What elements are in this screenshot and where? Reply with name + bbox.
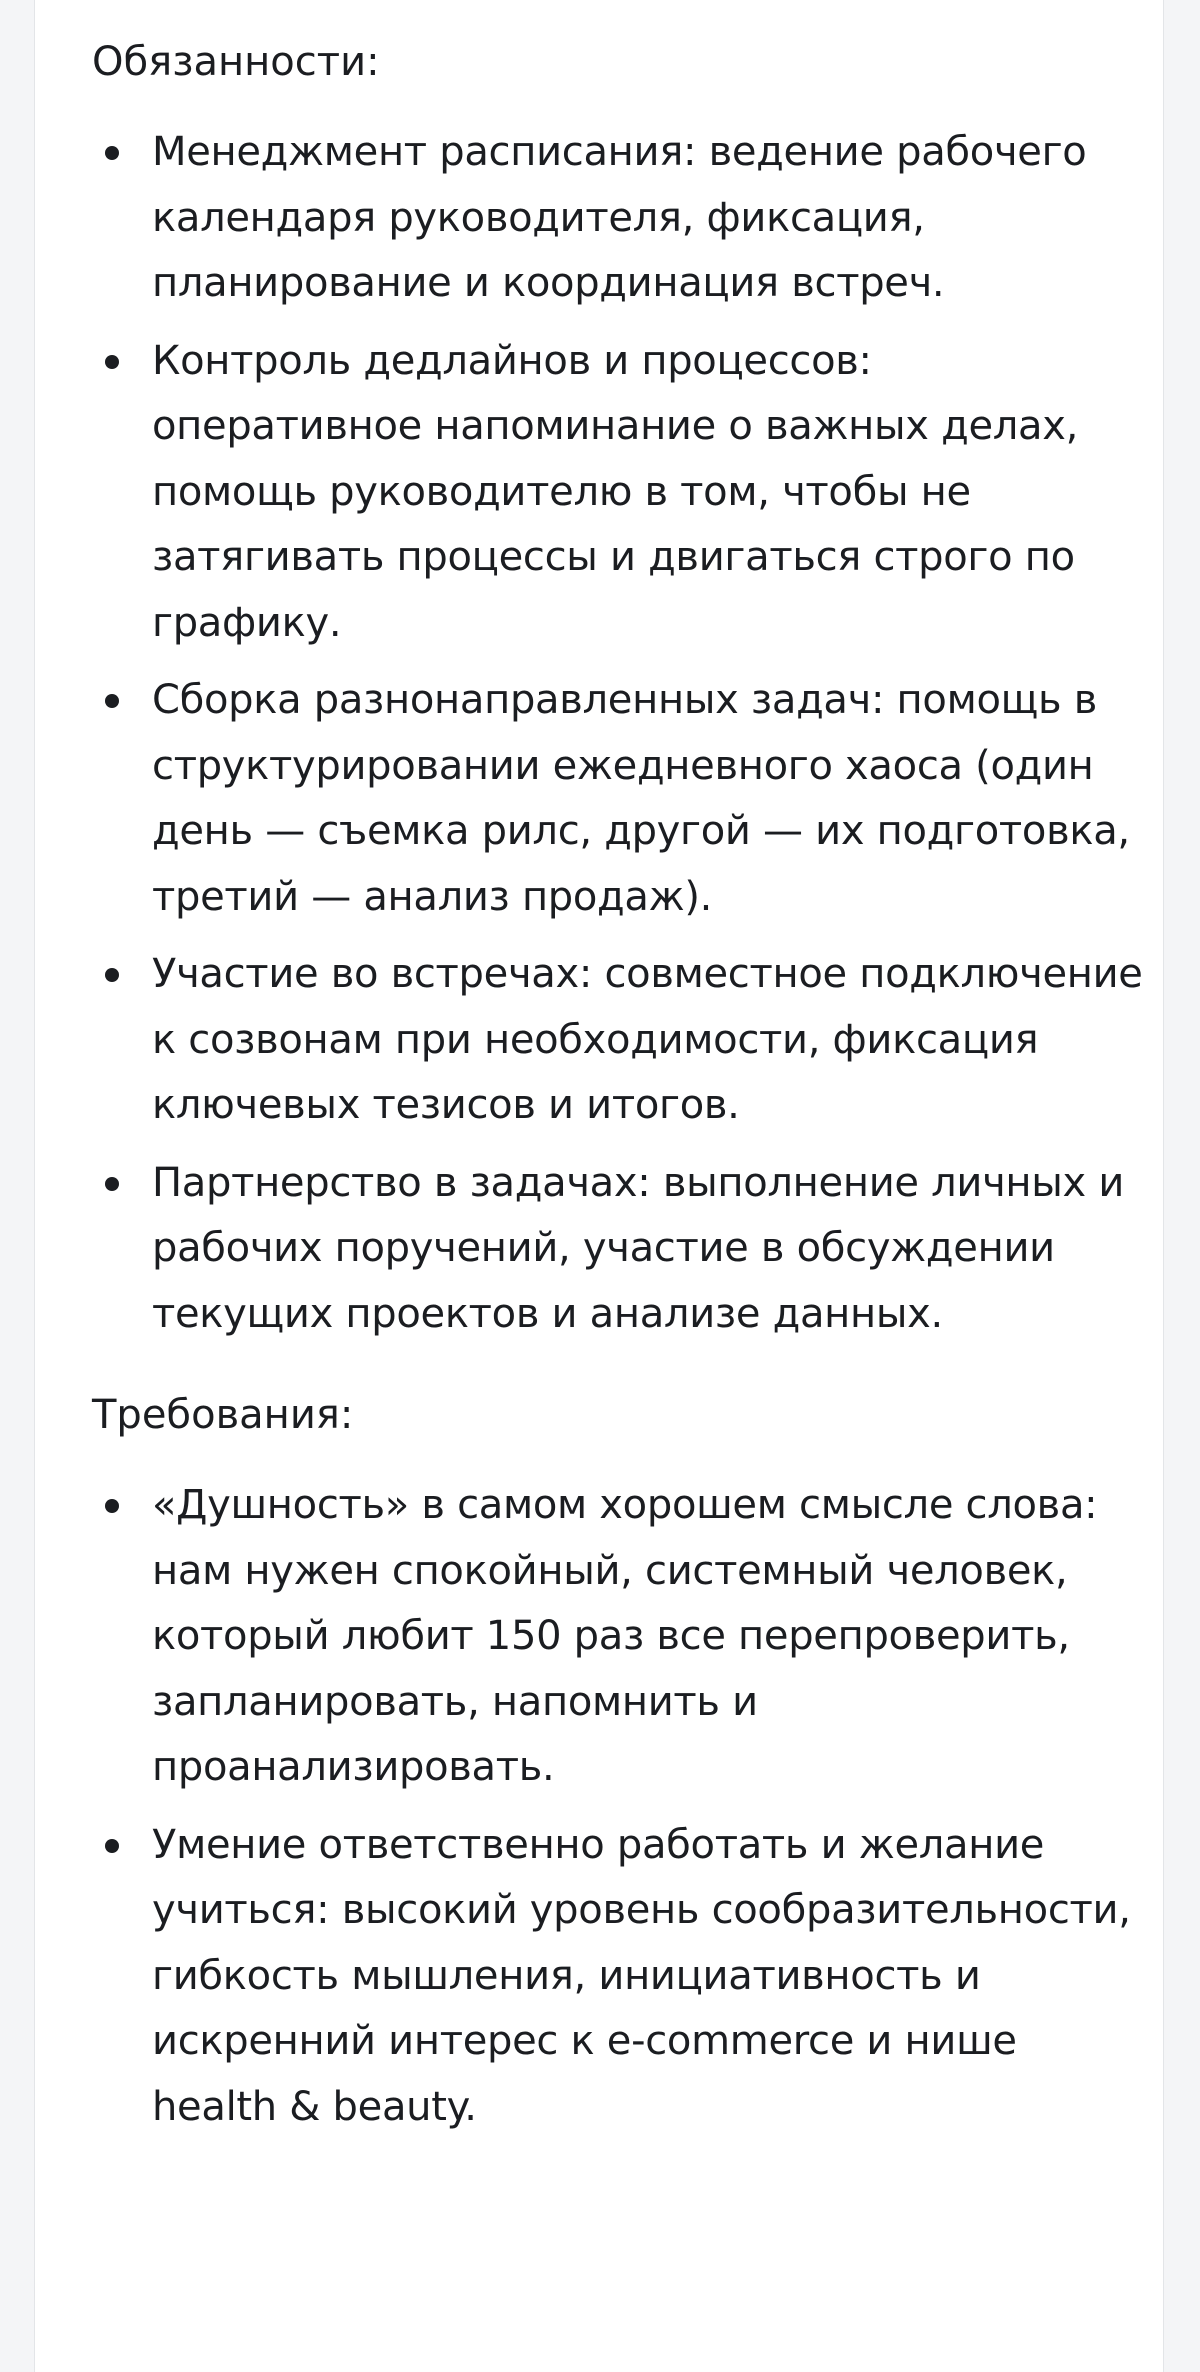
bullet-icon bbox=[105, 1499, 119, 1513]
list-item bbox=[92, 668, 1152, 930]
requirements-title: Требования: bbox=[92, 1392, 354, 1438]
list-item bbox=[92, 329, 1152, 657]
list-item-text: Умение ответственно работать и желание учиться: высокий уровень сообразительности, гибкость мышления, инициативность и искренний интерес к e-commerce и нише health & beauty. bbox=[152, 1821, 1131, 2130]
bullet-icon bbox=[105, 1839, 119, 1853]
bullet-icon bbox=[105, 1177, 119, 1191]
list-item-text: Участие во встречах: совместное подключение к созвонам при необходимости, фиксация ключевых тезисов и итогов. bbox=[152, 951, 1143, 1128]
list-item-text: Партнерство в задачах: выполнение личных и рабочих поручений, участие в обсуждении текущих проектов и анализе данных. bbox=[152, 1159, 1125, 1337]
requirements-section bbox=[92, 1383, 1152, 2140]
bullet-icon bbox=[105, 146, 119, 160]
requirements-list bbox=[92, 1473, 1152, 2140]
list-item-text: Контроль дедлайнов и процессов: оперативное напоминание о важных делах, помощь руководителю в том, чтобы не затягивать процессы и двигаться строго по графику. bbox=[152, 337, 1079, 646]
bullet-icon bbox=[105, 355, 119, 369]
list-item bbox=[92, 1151, 1152, 1348]
duties-section bbox=[92, 30, 1152, 1347]
duties-list bbox=[92, 120, 1152, 1347]
list-item bbox=[92, 120, 1152, 317]
vacancy-card bbox=[34, 0, 1164, 2372]
list-item bbox=[92, 1473, 1152, 1801]
vacancy-description bbox=[92, 30, 1152, 2152]
list-item bbox=[92, 1813, 1152, 2141]
bullet-icon bbox=[105, 968, 119, 982]
list-item bbox=[92, 942, 1152, 1139]
duties-title: Обязанности: bbox=[92, 39, 380, 85]
list-item-text: Менеджмент расписания: ведение рабочего календаря руководителя, фиксация, планирование и координация встреч. bbox=[152, 129, 1087, 306]
list-item-text: Сборка разнонаправленных задач: помощь в структурировании ежедневного хаоса (один день — съемка рилс, другой — их подготовка, третий — анализ продаж). bbox=[152, 677, 1130, 920]
list-item-text: «Душность» в самом хорошем смысле слова: нам нужен спокойный, системный человек, который любит 150 раз все перепроверить, запланировать, напомнить и проанализировать. bbox=[152, 1482, 1098, 1790]
bullet-icon bbox=[105, 694, 119, 708]
